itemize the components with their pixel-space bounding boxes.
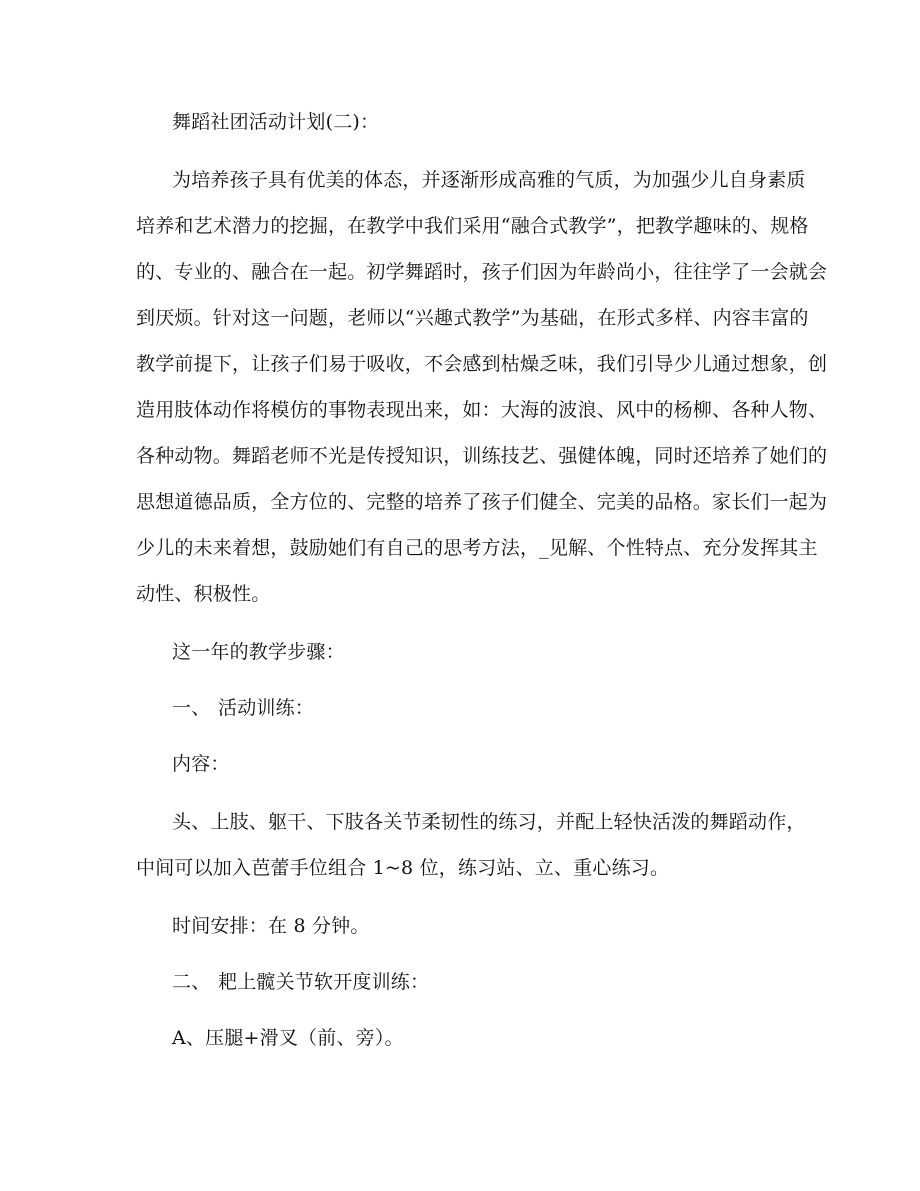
intro-line: 各种动物。舞蹈老师不光是传授知识，训练技艺、强健体魄，同时还培养了她们的: [136, 445, 828, 467]
section-1-content-label: 内容：: [172, 753, 230, 775]
section-1-content-line: 中间可以加入芭蕾手位组合 1~8 位，练习站、立、重心练习。: [136, 857, 670, 879]
intro-line: 教学前提下，让孩子们易于吸收，不会感到枯燥乏味，我们引导少儿通过想象，创: [136, 353, 828, 375]
intro-line: 培养和艺术潜力的挖掘，在教学中我们采用“融合式教学”，把教学趣味的、规格: [136, 215, 809, 237]
section-1-time: 时间安排：在 8 分钟。: [172, 915, 370, 937]
intro-line: 动性、积极性。: [136, 583, 271, 605]
intro-line: 少儿的未来着想，鼓励她们有自己的思考方法，_见解、个性特点、充分发挥其主: [136, 537, 818, 559]
section-1-number: 一、: [172, 697, 211, 719]
intro-line: 为培养孩子具有优美的体态，并逐渐形成高雅的气质，为加强少儿自身素质: [172, 169, 806, 191]
section-1-title: 活动训练：: [218, 697, 315, 719]
intro-line: 到厌烦。针对这一问题，老师以“兴趣式教学”为基础，在形式多样、内容丰富的: [136, 307, 809, 329]
document-title: 舞蹈社团活动计划(二)：: [172, 111, 380, 133]
steps-heading: 这一年的教学步骤：: [172, 641, 345, 663]
section-2-title: 耙上髋关节软开度训练：: [218, 971, 430, 993]
section-2-number: 二、: [172, 971, 211, 993]
section-1-content-line: 头、上肢、躯干、下肢各关节柔韧性的练习，并配上轻快活泼的舞蹈动作，: [172, 811, 806, 833]
intro-line: 造用肢体动作将模仿的事物表现出来，如：大海的波浪、风中的杨柳、各种人物、: [136, 399, 828, 421]
section-2-item-a: A、压腿+滑叉（前、旁）。: [172, 1027, 404, 1049]
intro-line: 思想道德品质，全方位的、完整的培养了孩子们健全、完美的品格。家长们一起为: [136, 491, 828, 513]
intro-line: 的、专业的、融合在一起。初学舞蹈时，孩子们因为年龄尚小，往往学了一会就会: [136, 261, 828, 283]
